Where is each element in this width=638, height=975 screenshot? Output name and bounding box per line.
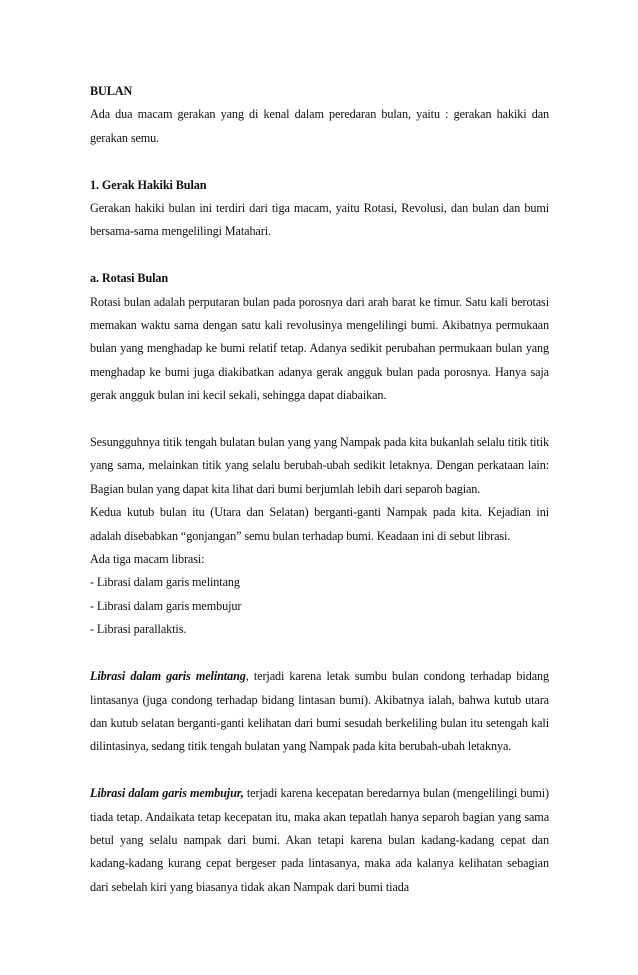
spacer [90, 244, 549, 267]
librasi-melintang-paragraph [90, 665, 549, 759]
section-heading-rotasi: a. Rotasi Bulan [90, 271, 169, 286]
spacer [90, 642, 549, 665]
section-gerak-hakiki-text: Gerakan hakiki bulan ini terdiri dari tiga macam, yaitu Rotasi, Revolusi, dan bulan dan bumi bersama-sama mengelilingi Matahari. [90, 201, 549, 239]
rotasi-paragraph-1: Rotasi bulan adalah perputaran bulan pada porosnya dari arah barat ke timur. Satu kali berotasi memakan waktu sama dengan satu kali revolusinya mengelilingi bumi. Akibatnya permukaan bulan yang menghadap ke bumi relatif tetap. Adanya sedikit perubahan permukaan bulan yang menghadap ke bumi juga diakibatkan adanya gerak angguk bulan pada porosnya. Hanya saja gerak angguk bulan ini kecil sekali, sehingga dapat diabaikan. [90, 294, 549, 403]
librasi-list-intro: Ada tiga macam librasi: [90, 552, 205, 567]
librasi-melintang-lead: Librasi dalam garis melintang [90, 669, 246, 684]
list-item: - Librasi parallaktis. [90, 622, 187, 637]
spacer [90, 408, 549, 431]
spacer [90, 150, 549, 173]
document-body [90, 80, 549, 899]
list-item: - Librasi dalam garis membujur [90, 598, 242, 613]
spacer [90, 759, 549, 782]
list-item: - Librasi dalam garis melintang [90, 575, 240, 590]
rotasi-paragraph-2: Sesungguhnya titik tengah bulatan bulan yang yang Nampak pada kita bukanlah selalu titik titik yang sama, melainkan titik yang selalu berubah-ubah sedikit letaknya. Dengan perkataan lain: Bagian bulan yang dapat kita lihat dari bumi berjumlah lebih dari separoh bagian. [90, 435, 549, 496]
librasi-membujur-lead: Librasi dalam garis membujur, [90, 786, 244, 801]
librasi-melintang-text: , terjadi karena letak sumbu bulan condong terhadap bidang lintasanya (juga condong terhadap bidang lintasan bumi). Akibatnya ialah, bahwa kutub utara dan kutub selatan berganti-ganti kelihatan dari bumi sesudah berkeliling bulan itu setengah kali dilintasinya, sedang titik tengah bulatan yang Nampak pada kita berubah-ubah letaknya. [90, 669, 549, 754]
section-heading-gerak-hakiki: 1. Gerak Hakiki Bulan [90, 177, 207, 192]
librasi-membujur-paragraph [90, 782, 549, 899]
librasi-membujur-text: terjadi karena kecepatan beredarnya bulan (mengelilingi bumi) tiada tetap. Andaikata tetap kecepatan itu, maka akan tepatlah hanya separoh bagian yang sama betul yang selalu nampak dari bumi. Akan tetapi karena bulan kadang-kadang cepat dan kadang-kadang kurang cepat bergeser pada lintasanya, maka ada kalanya kelihatan sebagian dari sebelah kiri yang biasanya tidak akan Nampak dari bumi tiada [90, 786, 549, 894]
document-title: BULAN [90, 84, 133, 98]
intro-paragraph: Ada dua macam gerakan yang di kenal dalam peredaran bulan, yaitu : gerakan hakiki dan gerakan semu. [90, 107, 549, 145]
rotasi-paragraph-3: Kedua kutub bulan itu (Utara dan Selatan) berganti-ganti Nampak pada kita. Kejadian ini adalah disebabkan “gonjangan” semu bulan terhadap bumi. Keadaan ini di sebut librasi. [90, 505, 549, 543]
